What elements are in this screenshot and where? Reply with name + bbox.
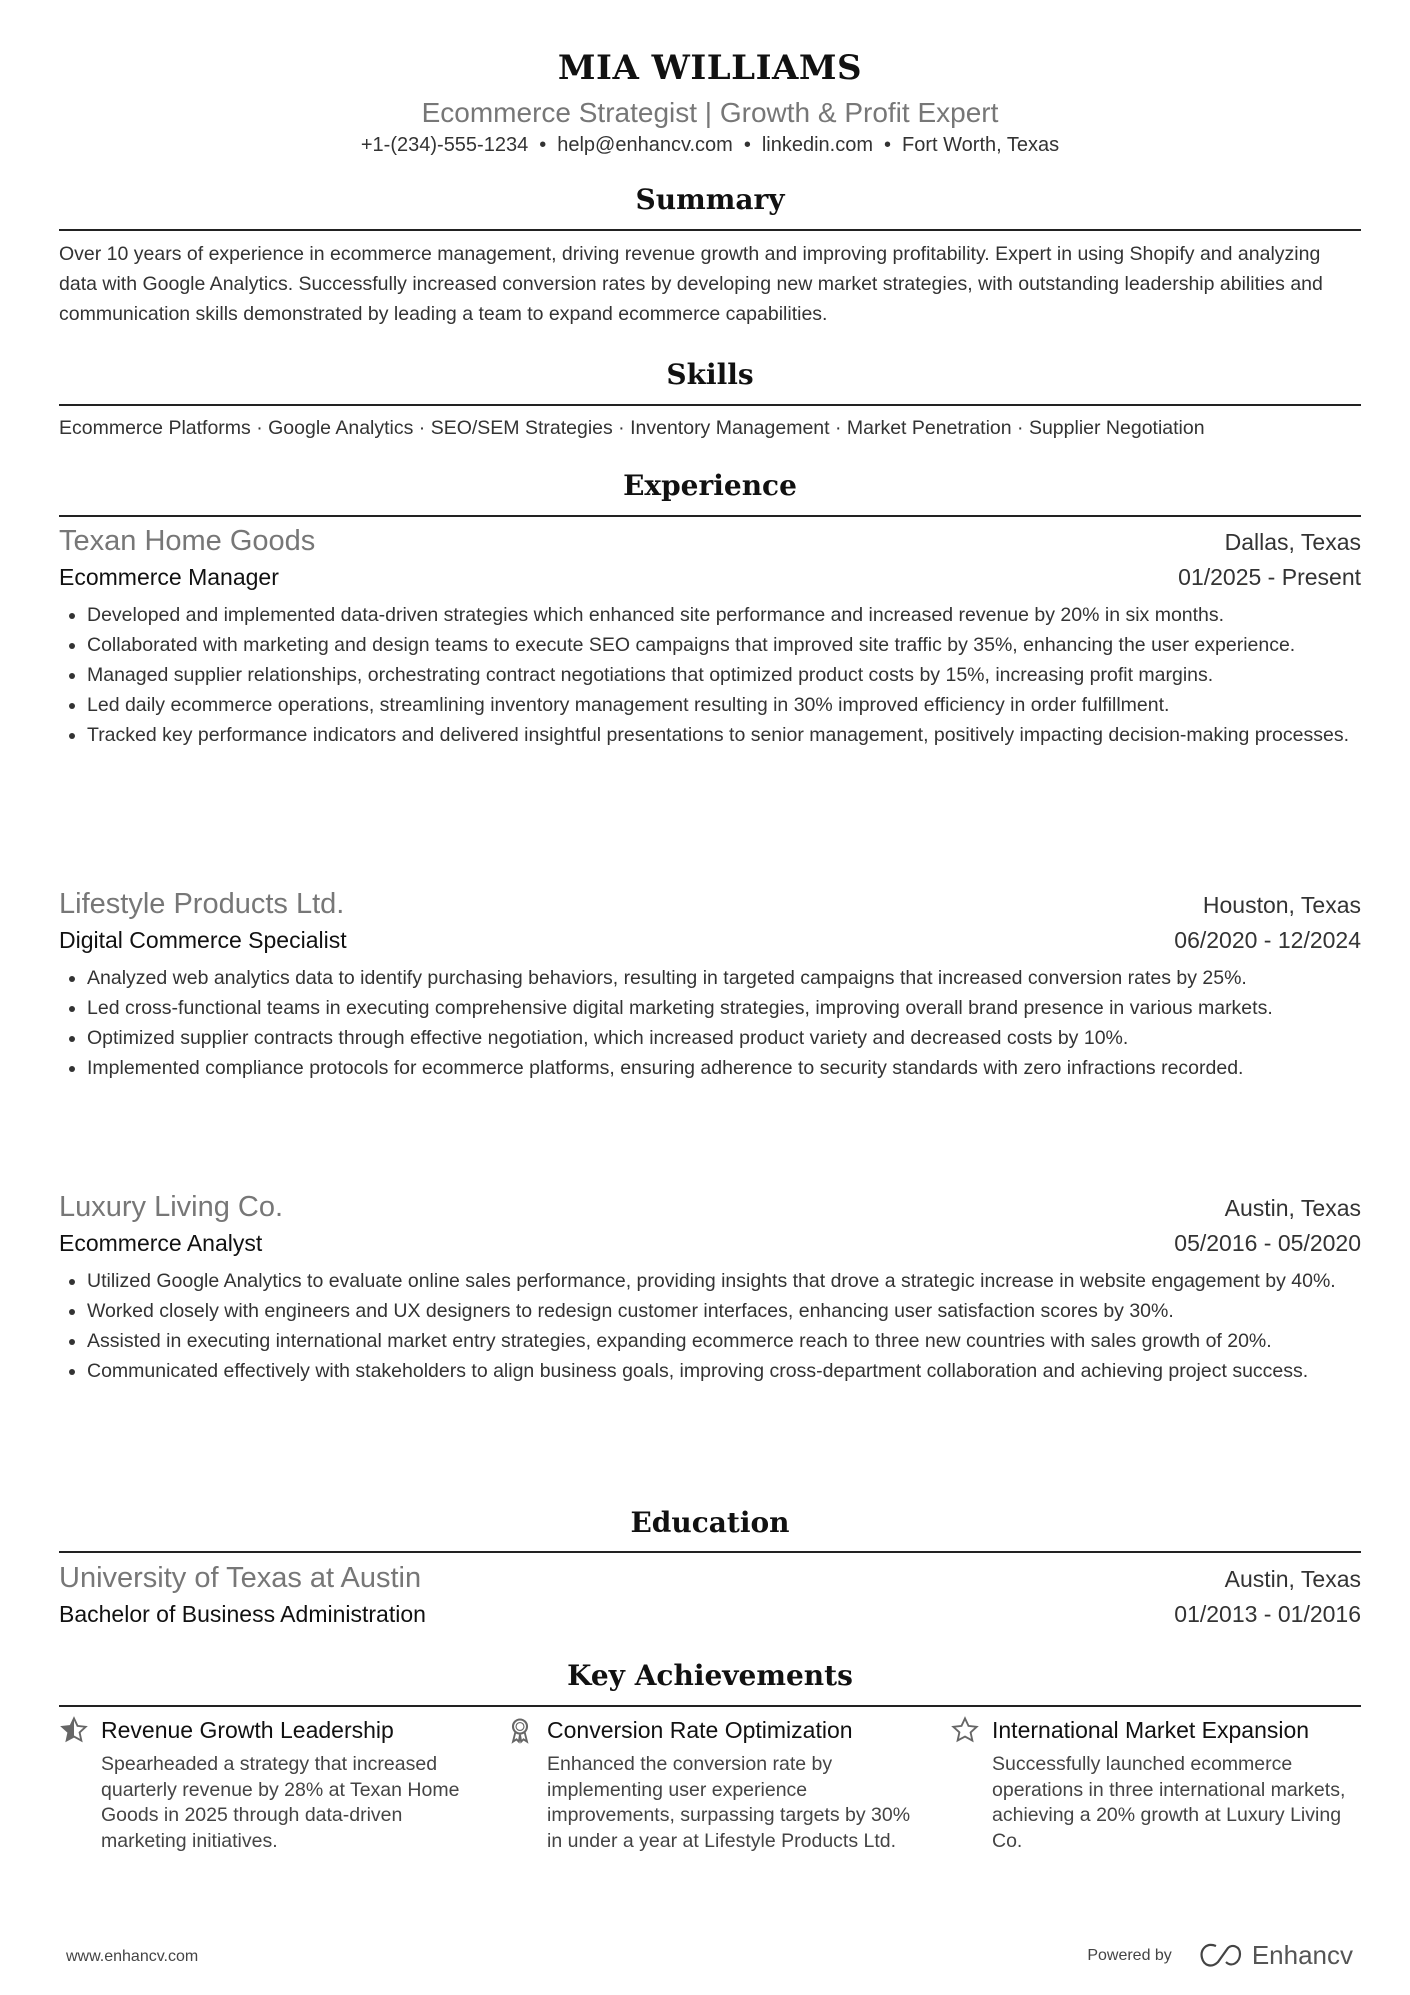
footer-website[interactable]: www.enhancv.com <box>66 1948 199 1965</box>
achievement-item <box>950 1712 1370 1854</box>
bullet-item: • Assisted in executing international market entry strategies, expanding ecommerce reach to three new countries with sales growth of 20%. <box>87 1326 1361 1356</box>
entry-header <box>59 524 1361 558</box>
entry-header <box>59 1190 1361 1224</box>
skills-text: Ecommerce Platforms · Google Analytics · SEO/SEM Strategies · Inventory Management · Market Penetration · Supplier Negotiation <box>59 417 1205 439</box>
job-title: Ecommerce Analyst <box>59 1230 263 1256</box>
entry-subheader <box>59 558 1361 596</box>
bullet-item: • Led cross-functional teams in executing comprehensive digital marketing strategies, improving overall brand presence in various markets. <box>87 993 1361 1023</box>
candidate-name: MIA WILLIAMS <box>557 48 863 88</box>
achievement-description: Successfully launched ecommerce operations in three international markets, achieving a 20% growth at Luxury Living Co. <box>992 1753 1346 1852</box>
education-heading: Education <box>630 1506 790 1539</box>
job-dates: 06/2020 - 12/2024 <box>1174 927 1361 953</box>
experience-entry <box>59 887 1361 1083</box>
location: Fort Worth, Texas <box>902 134 1060 156</box>
bullet-list <box>59 600 1361 750</box>
job-location: Houston, Texas <box>1202 892 1361 918</box>
divider <box>59 1551 1361 1553</box>
achievement-item <box>59 1712 479 1854</box>
bullet-item: • Communicated effectively with stakeholders to align business goals, improving cross-department collaboration and achieving project success. <box>87 1356 1361 1386</box>
bullet-item: • Implemented compliance protocols for ecommerce platforms, ensuring adherence to security standards with zero infractions recorded. <box>87 1053 1361 1083</box>
divider <box>59 1705 1361 1707</box>
experience-entry <box>59 1190 1361 1386</box>
school-location: Austin, Texas <box>1224 1566 1361 1592</box>
bullet-item: • Collaborated with marketing and design teams to execute SEO campaigns that improved site traffic by 35%, enhancing the user experience. <box>87 630 1361 660</box>
entry-header <box>59 887 1361 921</box>
achievement-header <box>505 1712 925 1748</box>
achievement-description: Enhanced the conversion rate by implementing user experience improvements, surpassing targets by 30% in under a year at Lifestyle Products Ltd. <box>547 1753 911 1852</box>
medal-icon <box>505 1715 535 1745</box>
achievement-item <box>505 1712 925 1854</box>
footer-branding <box>1087 1940 1353 1971</box>
achievements-heading: Key Achievements <box>567 1659 853 1692</box>
education-entry <box>59 1561 1361 1633</box>
job-title: Digital Commerce Specialist <box>59 927 347 953</box>
enhancv-logo-icon <box>1198 1942 1244 1970</box>
achievement-header <box>950 1712 1370 1748</box>
job-dates: 01/2025 - Present <box>1178 564 1361 590</box>
star-half-icon <box>59 1715 89 1745</box>
job-location: Austin, Texas <box>1224 1195 1361 1221</box>
bullet-list <box>59 1266 1361 1386</box>
entry-subheader <box>59 921 1361 959</box>
degree: Bachelor of Business Administration <box>59 1601 426 1627</box>
star-outline-icon <box>950 1715 980 1745</box>
job-title: Ecommerce Manager <box>59 564 279 590</box>
entry-subheader <box>59 1224 1361 1262</box>
summary-text: Over 10 years of experience in ecommerce management, driving revenue growth and improving profitability. Expert in using Shopify and analyzing data with Google Analytics. Successfully increased conversion rates by developing new market strategies, with outstanding leadership abilities and communication skills demonstrated by leading a team to expand ecommerce capabilities. <box>59 243 1323 325</box>
bullet-item: • Optimized supplier contracts through effective negotiation, which increased product variety and decreased costs by 10%. <box>87 1023 1361 1053</box>
bullet-item: • Led daily ecommerce operations, streamlining inventory management resulting in 30% improved efficiency in order fulfillment. <box>87 690 1361 720</box>
bullet-item: • Worked closely with engineers and UX designers to redesign customer interfaces, enhancing user satisfaction scores by 30%. <box>87 1296 1361 1326</box>
bullet-item: • Utilized Google Analytics to evaluate online sales performance, providing insights that drove a strategic increase in website engagement by 40%. <box>87 1266 1361 1296</box>
job-dates: 05/2016 - 05/2020 <box>1174 1230 1361 1256</box>
divider <box>59 404 1361 406</box>
bullet-item: • Developed and implemented data-driven strategies which enhanced site performance and increased revenue by 20% in six months. <box>87 600 1361 630</box>
phone: +1-(234)-555-1234 <box>360 134 529 156</box>
achievement-title: Revenue Growth Leadership <box>101 1716 394 1743</box>
bullet-list <box>59 963 1361 1083</box>
divider <box>59 229 1361 231</box>
company-name: Lifestyle Products Ltd. <box>59 888 345 920</box>
summary-heading: Summary <box>635 183 785 216</box>
linkedin-link[interactable]: linkedin.com <box>761 134 874 156</box>
education-dates: 01/2013 - 01/2016 <box>1174 1601 1361 1627</box>
contact-line: +1-(234)-555-1234 • help@enhancv.com • linkedin.com • Fort Worth, Texas <box>360 134 1060 156</box>
bullet-item: • Tracked key performance indicators and delivered insightful presentations to senior management, positively impacting decision-making processes. <box>87 720 1361 750</box>
achievement-title: Conversion Rate Optimization <box>547 1716 853 1743</box>
school-name: University of Texas at Austin <box>59 1562 422 1594</box>
bullet-item: • Analyzed web analytics data to identify purchasing behaviors, resulting in targeted campaigns that increased conversion rates by 25%. <box>87 963 1361 993</box>
achievement-description: Spearheaded a strategy that increased quarterly revenue by 28% at Texan Home Goods in 2025 through data-driven marketing initiatives. <box>101 1753 460 1852</box>
company-name: Texan Home Goods <box>59 525 316 557</box>
bullet-item: • Managed supplier relationships, orchestrating contract negotiations that optimized product costs by 15%, increasing profit margins. <box>87 660 1361 690</box>
company-name: Luxury Living Co. <box>59 1191 284 1223</box>
powered-by-label: Powered by <box>1087 1946 1172 1964</box>
achievement-title: International Market Expansion <box>992 1716 1310 1743</box>
experience-entry <box>59 524 1361 750</box>
achievement-header <box>59 1712 479 1748</box>
job-location: Dallas, Texas <box>1224 529 1361 555</box>
candidate-title: Ecommerce Strategist | Growth & Profit Expert <box>421 97 999 128</box>
brand-name: Enhancv <box>1251 1940 1353 1970</box>
email-link[interactable]: help@enhancv.com <box>557 134 733 156</box>
experience-heading: Experience <box>623 469 797 502</box>
skills-heading: Skills <box>666 358 754 391</box>
divider <box>59 515 1361 517</box>
